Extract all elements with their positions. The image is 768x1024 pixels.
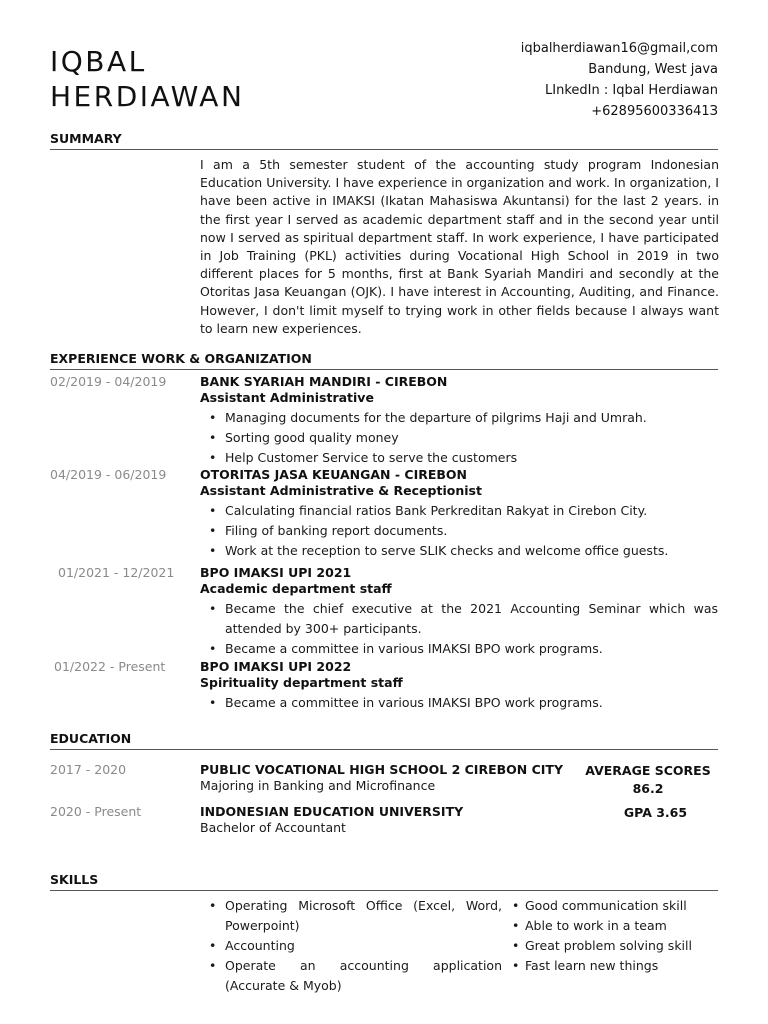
- experience-date: 01/2021 - 12/2021: [58, 565, 175, 580]
- score-label: AVERAGE SCORES: [585, 763, 711, 778]
- contact-info: [521, 38, 718, 122]
- experience-bullets: [200, 599, 718, 659]
- summary-text: I am a 5th semester student of the accounting study program Indonesian Education University. I have experience in organization and work. In organization, I have been active in IMAKSI (Ikatan Mahasiswa Akuntansi) for the last 2 years. in the first year I served as academic department staff and in the second year until now I served as spiritual department staff. In work experience, I have participated in Job Training (PKL) activities during Vocational High School in 2019 in two different places for 5 months, first at Bank Syariah Mandiri and secondly at the Otoritas Jasa Keuangan (OJK). I have interest in Accounting, Auditing, and Finance. However, I don't limit myself to trying work in other fields because I always want to learn new experiences.: [200, 157, 719, 336]
- experience-bullets: [200, 693, 718, 713]
- education-date: 2017 - 2020: [50, 762, 127, 777]
- experience-date: 04/2019 - 06/2019: [50, 467, 167, 482]
- experience-role: Assistant Administrative: [200, 390, 374, 405]
- education-score: [578, 762, 718, 798]
- experience-role: Assistant Administrative & Receptionist: [200, 483, 482, 498]
- experience-entry: [50, 467, 718, 561]
- score-label: GPA 3.65: [623, 805, 688, 820]
- experience-entry: [50, 565, 718, 659]
- name-first: IQBAL: [50, 45, 147, 78]
- bullet-item: • Calculating financial ratios Bank Perkreditan Rakyat in Cirebon City.: [200, 501, 718, 521]
- summary-heading: SUMMARY: [50, 131, 718, 150]
- experience-entry: [50, 374, 718, 468]
- experience-entry: [50, 659, 718, 713]
- skills-heading: SKILLS: [50, 872, 718, 891]
- experience-org: BANK SYARIAH MANDIRI - CIREBON: [200, 374, 448, 389]
- skill-item: • Able to work in a team: [511, 916, 721, 936]
- education-major: Majoring in Banking and Microfinance: [200, 778, 436, 793]
- skill-item: • Fast learn new things: [511, 956, 721, 976]
- experience-date: 02/2019 - 04/2019: [50, 374, 167, 389]
- score-value: 86.2: [632, 781, 664, 796]
- candidate-name: [50, 44, 244, 114]
- bullet-item: • Became the chief executive at the 2021 Accounting Seminar which was attended by 300+ participants.: [200, 599, 718, 639]
- contact-linkedin[interactable]: LInkedIn : Iqbal Herdiawan: [545, 83, 718, 98]
- experience-role: Spirituality department staff: [200, 675, 403, 690]
- contact-phone: +6289560033641З: [591, 104, 718, 119]
- skill-item: • Great problem solving skill: [511, 936, 721, 956]
- contact-email[interactable]: iqbalherdiawan16@gmail,com: [520, 41, 718, 56]
- bullet-item: • Work at the reception to serve SLIK checks and welcome office guests.: [200, 541, 718, 561]
- experience-role: Academic department staff: [200, 581, 392, 596]
- experience-bullets: [200, 501, 718, 561]
- name-last: HERDIAWAN: [50, 80, 245, 113]
- bullet-item: • Became a committee in various IMAKSI BPO work programs.: [200, 693, 718, 713]
- bullet-item: • Became a committee in various IMAKSI BPO work programs.: [200, 639, 718, 659]
- skill-item: • Accounting: [200, 936, 502, 956]
- experience-org: BPO IMAKSI UPI 2022: [200, 659, 352, 674]
- contact-location: Bandung, West java: [588, 62, 718, 77]
- skill-item: • Good communication skill: [511, 896, 721, 916]
- bullet-item: • Managing documents for the departure of pilgrims Haji and Umrah.: [200, 408, 718, 428]
- education-entry: [50, 804, 718, 836]
- skills-list-right: [511, 896, 721, 976]
- education-heading: EDUCATION: [50, 731, 718, 750]
- bullet-item: • Filing of banking report documents.: [200, 521, 718, 541]
- experience-bullets: [200, 408, 718, 468]
- education-school: INDONESIAN EDUCATION UNIVERSITY: [200, 804, 464, 819]
- skill-item: • Operating Microsoft Office (Excel, Word, Powerpoint): [200, 896, 502, 936]
- experience-heading: EXPERIENCE WORK & ORGANIZATION: [50, 351, 718, 370]
- experience-date: 01/2022 - Present: [54, 659, 166, 674]
- education-major: Bachelor of Accountant: [200, 820, 346, 835]
- education-date: 2020 - Present: [50, 804, 142, 819]
- education-score: [593, 804, 718, 822]
- skill-item: • Operate an accounting application (Accurate & Myob): [200, 956, 502, 996]
- bullet-item: • Sorting good quality money: [200, 428, 718, 448]
- education-entry: [50, 762, 718, 794]
- education-school: PUBLIC VOCATIONAL HIGH SCHOOL 2 CIREBON CITY: [200, 762, 563, 777]
- bullet-item: • Help Customer Service to serve the customers: [200, 448, 718, 468]
- experience-org: BPO IMAKSI UPI 2021: [200, 565, 352, 580]
- skills-list-left: [200, 896, 502, 996]
- experience-org: OTORITAS JASA KEUANGAN - CIREBON: [200, 467, 468, 482]
